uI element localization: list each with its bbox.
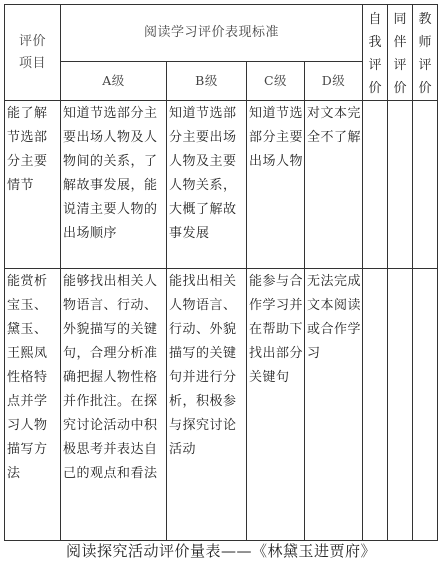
evaluation-table bbox=[4, 4, 438, 541]
header-self-eval: 自我评价 bbox=[363, 5, 388, 101]
row2-level-b: 能找出相关人物语言、行动、外貌描写的关键句并进行分析，积极参与探究讨论活动 bbox=[167, 269, 247, 541]
header-level-d: D级 bbox=[305, 62, 363, 101]
header-item-label: 评价项目 bbox=[18, 33, 46, 71]
row1-level-d: 对文本完全不了解 bbox=[305, 101, 363, 269]
header-level-a: A级 bbox=[61, 62, 167, 101]
row2-self-eval bbox=[363, 269, 388, 541]
row2-item: 能赏析宝玉、黛玉、王熙凤性格特点并学习人物描写方法 bbox=[5, 269, 61, 541]
row1-level-b: 知道节选部分主要出场人物及主要人物关系，大概了解故事发展 bbox=[167, 101, 247, 269]
header-item bbox=[5, 5, 61, 101]
row1-level-c: 知道节选部分主要出场人物 bbox=[247, 101, 305, 269]
row2-level-a: 能够找出相关人物语言、行动、外貌描写的关键句，合理分析准确把握人物性格并作批注。在探究讨论活动中积极思考并表达自己的观点和看法 bbox=[61, 269, 167, 541]
header-peer-eval: 同伴评价 bbox=[388, 5, 413, 101]
row2-level-d: 无法完成文本阅读或合作学习 bbox=[305, 269, 363, 541]
row1-teacher-eval bbox=[413, 101, 438, 269]
row1-item: 能了解节选部分主要情节 bbox=[5, 101, 61, 269]
row2-level-c: 能参与合作学习并在帮助下找出部分关键句 bbox=[247, 269, 305, 541]
row1-level-a: 知道节选部分主要出场人物及人物间的关系，了解故事发展，能说清主要人物的出场顺序 bbox=[61, 101, 167, 269]
header-level-c: C级 bbox=[247, 62, 305, 101]
row1-peer-eval bbox=[388, 101, 413, 269]
row2-peer-eval bbox=[388, 269, 413, 541]
header-teacher-eval: 教师评价 bbox=[413, 5, 438, 101]
header-standard: 阅读学习评价表现标准 bbox=[61, 5, 363, 62]
header-level-b: B级 bbox=[167, 62, 247, 101]
table-caption: 阅读探究活动评价量表——《林黛玉进贾府》 bbox=[65, 542, 376, 560]
row1-self-eval bbox=[363, 101, 388, 269]
row2-teacher-eval bbox=[413, 269, 438, 541]
